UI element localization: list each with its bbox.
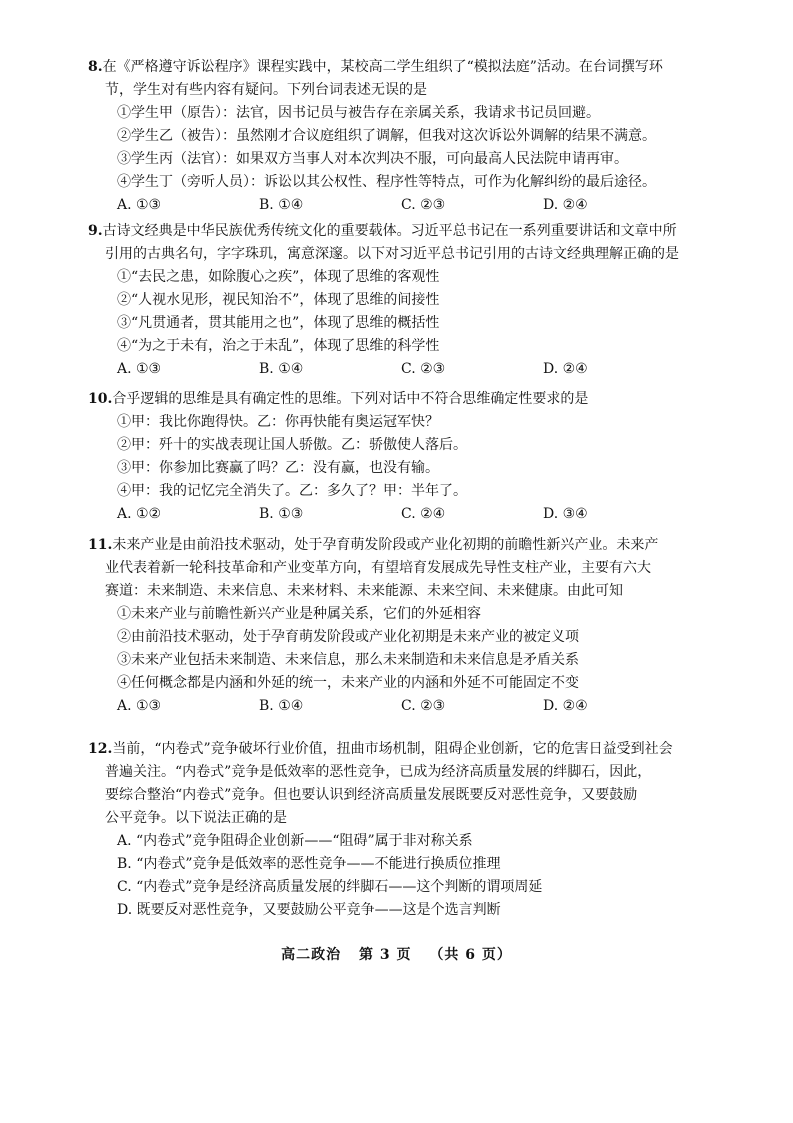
footer-total-pages: （共 6 页） <box>429 947 512 963</box>
statement-3: ③甲：你参加比赛赢了吗？乙：没有赢，也没有输。 <box>117 460 439 476</box>
choice-b: B. “内卷式”竞争是低效率的恶性竞争——不能进行换质位推理 <box>117 856 501 872</box>
choice-b: B. ①③ <box>259 506 304 522</box>
choice-a: A. ①② <box>117 506 162 522</box>
footer-page-number: 第 3 页 <box>359 947 412 963</box>
question-stem <box>88 220 708 266</box>
statement-1: ①甲：我比你跑得快。乙：你再快能有奥运冠军快？ <box>117 414 439 430</box>
choice-a: A. “内卷式”竞争阻碍企业创新——“阻碍”属于非对称关系 <box>117 833 473 849</box>
stem-line: 古诗文经典是中华民族优秀传统文化的重要载体。习近平总书记在一系列重要讲话和文章中所 <box>102 223 677 239</box>
question-stem <box>88 738 708 830</box>
choice-a: A. ①③ <box>117 698 162 714</box>
question-stem <box>88 56 708 102</box>
stem-line: 公平竞争。以下说法正确的是 <box>105 810 287 826</box>
question-stem <box>88 388 708 411</box>
choice-c: C. ②③ <box>401 698 446 714</box>
statement-1: ①“去民之患，如除腹心之疾”，体现了思维的客观性 <box>117 269 440 285</box>
choice-a: A. ①③ <box>117 361 162 377</box>
answer-choices <box>88 503 708 526</box>
choice-b: B. ①④ <box>259 361 304 377</box>
choice-c: C. “内卷式”竞争是经济高质量发展的绊脚石——这个判断的谓项周延 <box>117 879 543 895</box>
statement-1: ①学生甲（原告）：法官，因书记员与被告存在亲属关系，我请求书记员回避。 <box>117 105 600 121</box>
choice-d: D. ②④ <box>543 698 588 714</box>
question-number: 11. <box>88 537 113 553</box>
choice-c: C. ②③ <box>401 361 446 377</box>
question-10 <box>88 388 708 526</box>
statement-1: ①未来产业与前瞻性新兴产业是种属关系，它们的外延相容 <box>117 606 481 622</box>
choice-c: C. ②③ <box>401 197 446 213</box>
statement-3: ③“凡贯通者，贯其能用之也”，体现了思维的概括性 <box>117 315 440 331</box>
stem-line: 未来产业是由前沿技术驱动，处于孕育萌发阶段或产业化初期的前瞻性新兴产业。未来产 <box>112 537 659 553</box>
stem-line: 当前，“内卷式”竞争破坏行业价值，扭曲市场机制，阻碍企业创新，它的危害日益受到社会 <box>112 741 673 757</box>
statement-4: ④任何概念都是内涵和外延的统一，未来产业的内涵和外延不可能固定不变 <box>117 675 579 691</box>
stem-line: 在《严格遵守诉讼程序》课程实践中，某校高二学生组织了“模拟法庭”活动。在台词撰写环 <box>102 59 663 75</box>
choice-d: D. ②④ <box>543 197 588 213</box>
answer-choices <box>88 695 708 718</box>
choice-c: C. ②④ <box>401 506 446 522</box>
question-number: 9. <box>88 223 103 239</box>
choice-b: B. ①④ <box>259 698 304 714</box>
statement-2: ②由前沿技术驱动，处于孕育萌发阶段或产业化初期是未来产业的被定义项 <box>117 629 579 645</box>
question-12 <box>88 738 708 922</box>
statement-2: ②“人视水见形，视民知治不”，体现了思维的间接性 <box>117 292 440 308</box>
stem-line: 普遍关注。“内卷式”竞争是低效率的恶性竞争，已成为经济高质量发展的绊脚石，因此， <box>105 764 652 780</box>
statement-4: ④学生丁（旁听人员）：诉讼以其公权性、程序性等特点，可作为化解纠纷的最后途径。 <box>117 174 656 190</box>
footer-subject: 高二政治 <box>281 947 342 963</box>
question-11 <box>88 534 708 718</box>
stem-line: 引用的古典名句，字字珠玑，寓意深邃。以下对习近平总书记引用的古诗文经典理解正确的是 <box>105 246 679 262</box>
question-number: 12. <box>88 741 113 757</box>
statement-2: ②学生乙（被告）：虽然刚才合议庭组织了调解，但我对这次诉讼外调解的结果不满意。 <box>117 128 656 144</box>
page-footer <box>0 944 793 964</box>
question-8 <box>88 56 708 217</box>
stem-line: 合乎逻辑的思维是具有确定性的思维。下列对话中不符合思维确定性要求的是 <box>112 391 589 407</box>
choice-d: D. ②④ <box>543 361 588 377</box>
choice-b: B. ①④ <box>259 197 304 213</box>
question-stem <box>88 534 708 603</box>
question-number: 10. <box>88 391 113 407</box>
stem-line: 业代表着新一轮科技革命和产业变革方向，有望培育发展成先导性支柱产业，主要有六大 <box>105 560 651 576</box>
choice-d: D. 既要反对恶性竞争，又要鼓励公平竞争——这是个选言判断 <box>117 902 501 918</box>
answer-choices <box>88 358 708 381</box>
statement-3: ③未来产业包括未来制造、未来信息，那么未来制造和未来信息是矛盾关系 <box>117 652 579 668</box>
choice-a: A. ①③ <box>117 197 162 213</box>
statement-2: ②甲：歼十的实战表现让国人骄傲。乙：骄傲使人落后。 <box>117 437 467 453</box>
question-number: 8. <box>88 59 103 75</box>
stem-line: 节，学生对有些内容有疑问。下列台词表述无误的是 <box>105 82 427 98</box>
statement-4: ④甲：我的记忆完全消失了。乙：多久了？甲：半年了。 <box>117 483 467 499</box>
statement-3: ③学生丙（法官）：如果双方当事人对本次判决不服，可向最高人民法院申请再审。 <box>117 151 628 167</box>
answer-choices <box>88 194 708 217</box>
stem-line: 赛道：未来制造、未来信息、未来材料、未来能源、未来空间、未来健康。由此可知 <box>105 583 623 599</box>
stem-line: 要综合整治“内卷式”竞争。但也要认识到经济高质量发展既要反对恶性竞争，又要鼓励 <box>105 787 638 803</box>
choice-d: D. ③④ <box>543 506 588 522</box>
question-9 <box>88 220 708 381</box>
statement-4: ④“为之于未有，治之于未乱”，体现了思维的科学性 <box>117 338 440 354</box>
